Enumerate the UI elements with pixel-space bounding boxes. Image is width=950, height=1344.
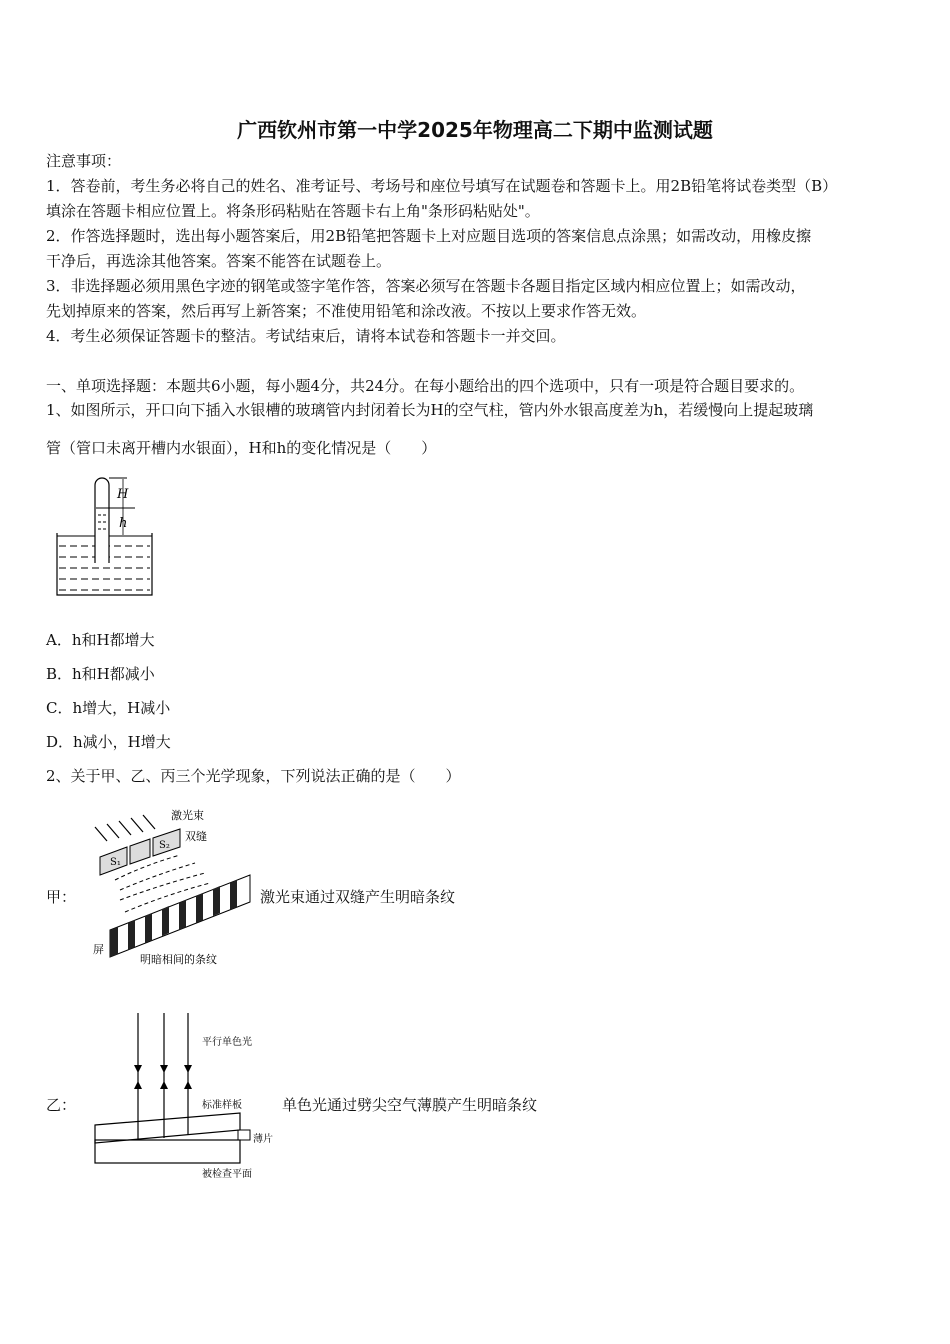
option-d: D．h减小，H增大 <box>46 733 171 751</box>
jia-label: 甲： <box>46 888 77 906</box>
label-h: h <box>119 516 128 531</box>
notice-line: 4．考生必须保证答题卡的整洁。考试结束后，请将本试卷和答题卡一并交回。 <box>46 327 566 345</box>
option-a: A．h和H都增大 <box>46 631 155 649</box>
notice-line: 1．答卷前，考生务必将自己的姓名、准考证号、考场号和座位号填写在试题卷和答题卡上。用2B铅笔将试卷类型（B） <box>46 177 838 195</box>
notice-line: 2．作答选择题时，选出每小题答案后，用2B铅笔把答题卡上对应题目选项的答案信息点涂黑；如需改动，用橡皮擦 <box>46 227 812 245</box>
s1-label: S₁ <box>110 857 121 868</box>
option-b: B．h和H都减小 <box>46 665 155 683</box>
double-slit-figure <box>85 805 265 970</box>
screen-label: 屏 <box>93 943 104 956</box>
label-H: H <box>117 487 129 502</box>
notice-line: 3．非选择题必须用黑色字迹的钢笔或签字笔作答，答案必须写在答题卡各题目指定区域内相应位置上；如需改动， <box>46 277 806 295</box>
question-1-stem: 管（管口未离开槽内水银面），H和h的变化情况是（ ） <box>46 439 437 457</box>
page-title: 广西钦州市第一中学2025年物理高二下期中监测试题 <box>237 118 713 142</box>
question-1-stem: 1、如图所示，开口向下插入水银槽的玻璃管内封闭着长为H的空气柱，管内外水银高度差为h，若缓慢向上提起玻璃 <box>46 401 814 419</box>
notice-line: 干净后，再选涂其他答案。答案不能答在试题卷上。 <box>46 252 392 270</box>
thin-sheet-label: 薄片 <box>253 1134 273 1145</box>
mercury-tube-figure <box>45 470 165 600</box>
inspected-surface-label: 被检查平面 <box>202 1169 252 1180</box>
beam-label: 激光束 <box>171 809 204 822</box>
notice-line: 填涂在答题卡相应位置上。将条形码粘贴在答题卡右上角"条形码粘贴处"。 <box>46 202 540 220</box>
notice-heading: 注意事项： <box>46 152 122 170</box>
notice-line: 先划掉原来的答案，然后再写上新答案；不准使用铅笔和涂改液。不按以上要求作答无效。 <box>46 302 647 320</box>
standard-plate-label: 标准样板 <box>202 1100 242 1111</box>
yi-description: 单色光通过劈尖空气薄膜产生明暗条纹 <box>282 1096 538 1114</box>
yi-label: 乙： <box>46 1096 77 1114</box>
question-2-stem: 2、关于甲、乙、丙三个光学现象，下列说法正确的是（ ） <box>46 767 461 785</box>
air-wedge-figure <box>90 1005 290 1185</box>
jia-description: 激光束通过双缝产生明暗条纹 <box>260 888 456 906</box>
section-heading: 一、单项选择题：本题共6小题，每小题4分，共24分。在每小题给出的四个选项中，只有一项是符合题目要求的。 <box>46 377 805 395</box>
option-c: C．h增大，H减小 <box>46 699 171 717</box>
fringes-label: 明暗相间的条纹 <box>140 953 217 966</box>
parallel-light-label: 平行单色光 <box>202 1037 252 1048</box>
slit-label: 双缝 <box>185 830 207 843</box>
s2-label: S₂ <box>159 840 170 851</box>
